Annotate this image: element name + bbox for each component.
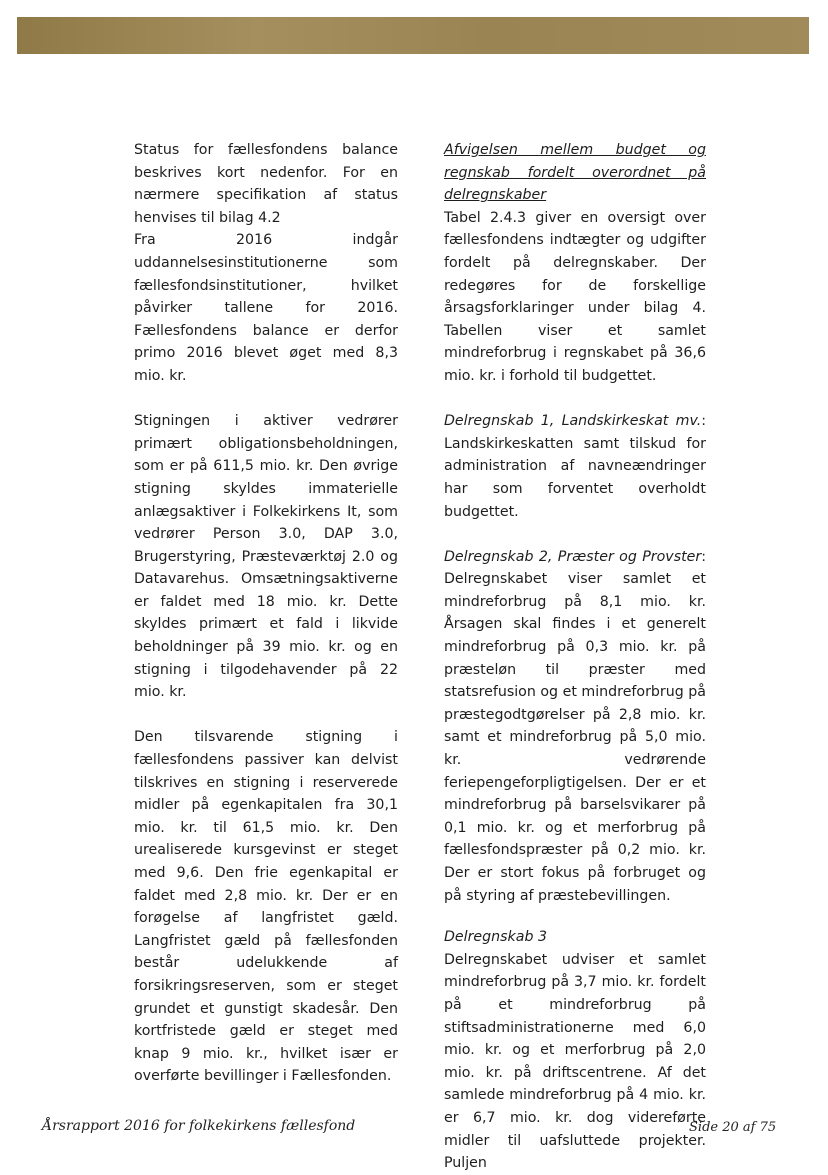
- footer-report-title: Årsrapport 2016 for folkekirkens fællesfond: [42, 1118, 356, 1134]
- delregnskab-3-title: Delregnskab 3: [444, 929, 547, 946]
- delregnskab-1-paragraph: [444, 410, 706, 523]
- section-heading: Afvigelsen mellem budget og regnskab fordelt overordnet på delregnskaber: [444, 142, 706, 204]
- delregnskab-2-title: Delregnskab 2, Præster og Provster: [444, 548, 702, 565]
- assets-paragraph: Stigningen i aktiver vedrører primært obligationsbeholdningen, som er på 611,5 mio. kr. Den øvrige stigning skyldes immaterielle anlægsaktiver i Folkekirkens It, som vedrører Person 3.0, DAP 3.0, Brugerstyring, Præsteværktøj 2.0 og Datavarehus. Omsætningsaktiverne er faldet med 18 mio. kr. Dette skyldes primært et fald i likvide beholdninger på 39 mio. kr. og en stigning i tilgodehavender på 22 mio. kr.: [134, 413, 398, 701]
- delregnskab-1-title: Delregnskab 1, Landskirkeskat mv.: [444, 413, 702, 430]
- deviation-intro-paragraph: Tabel 2.4.3 giver en oversigt over fællesfondens indtægter og udgifter fordelt på delregnskaber. Der redegøres for de forskellige årsagsforklaringer under bilag 4. Tabellen viser et samlet mindreforbrug i regnskabet på 36,6 mio. kr. i forhold til budgettet.: [444, 209, 706, 384]
- liabilities-paragraph: Den tilsvarende stigning i fællesfondens passiver kan delvist tilskrives en stigning i reserverede midler på egenkapitalen fra 30,1 mio. kr. til 61,5 mio. kr. Den urealiserede kursgevinst er steget med 9,6. Den frie egenkapital er faldet med 2,8 mio. kr. Der er en forøgelse af langfristet gæld. Langfristet gæld på fællesfonden består udelukkende af forsikringsreserven, som er steget grundet et gunstigt skadesår. Den kortfristede gæld er steget med knap 9 mio. kr., hvilket især er overførte bevillinger i Fællesfonden.: [134, 729, 398, 1085]
- delregnskab-1-separator: :: [701, 413, 706, 430]
- delregnskab-3-text: Delregnskabet udviser et samlet mindreforbrug på 3,7 mio. kr. fordelt på et mindreforbrug på stiftsadministrationerne med 6,0 mio. kr. og et merforbrug på 2,0 mio. kr. på driftscentrene. Af det samlede mindreforbrug på 4 mio. kr. er 6,7 mio. kr. dog videreførte midler til uafsluttede projekter. Puljen: [444, 951, 706, 1172]
- balance-intro-paragraph: Status for fællesfondens balance beskrives kort nedenfor. For en nærmere specifikation af status henvises til bilag 4.2: [134, 142, 398, 226]
- delregnskab-1-text: Landskirkeskatten samt tilskud for administration af navneændringer har som forventet overholdt budgettet.: [444, 435, 706, 520]
- delregnskab-2-paragraph: [444, 546, 706, 908]
- institutions-paragraph: Fra 2016 indgår uddannelsesinstitutionerne som fællesfondsinstitutioner, hvilket påvirker tallene for 2016. Fællesfondens balance er derfor primo 2016 blevet øget med 8,3 mio. kr.: [134, 232, 398, 384]
- delregnskab-2-text: Delregnskabet viser samlet et mindreforbrug på 8,1 mio. kr. Årsagen skal findes i et generelt mindreforbrug på 0,3 mio. kr. på præsteløn til præster med statsrefusion og et mindreforbrug på præstegodtgørelser på 2,8 mio. kr. samt et mindreforbrug på 5,0 mio. kr. vedrørende feriepengeforpligtigelsen. Der er et mindreforbrug på barselsvikarer på 0,1 mio. kr. og et merforbrug på fællesfondspræster på 0,2 mio. kr. Der er stort fokus på forbruget og på styring af præstebevillingen.: [444, 571, 706, 904]
- right-column: [444, 139, 706, 1175]
- delregnskab-2-separator: :: [701, 548, 706, 565]
- footer-page-number: Side 20 af 75: [689, 1120, 777, 1135]
- header-banner: [17, 17, 809, 54]
- left-column: [134, 139, 398, 1088]
